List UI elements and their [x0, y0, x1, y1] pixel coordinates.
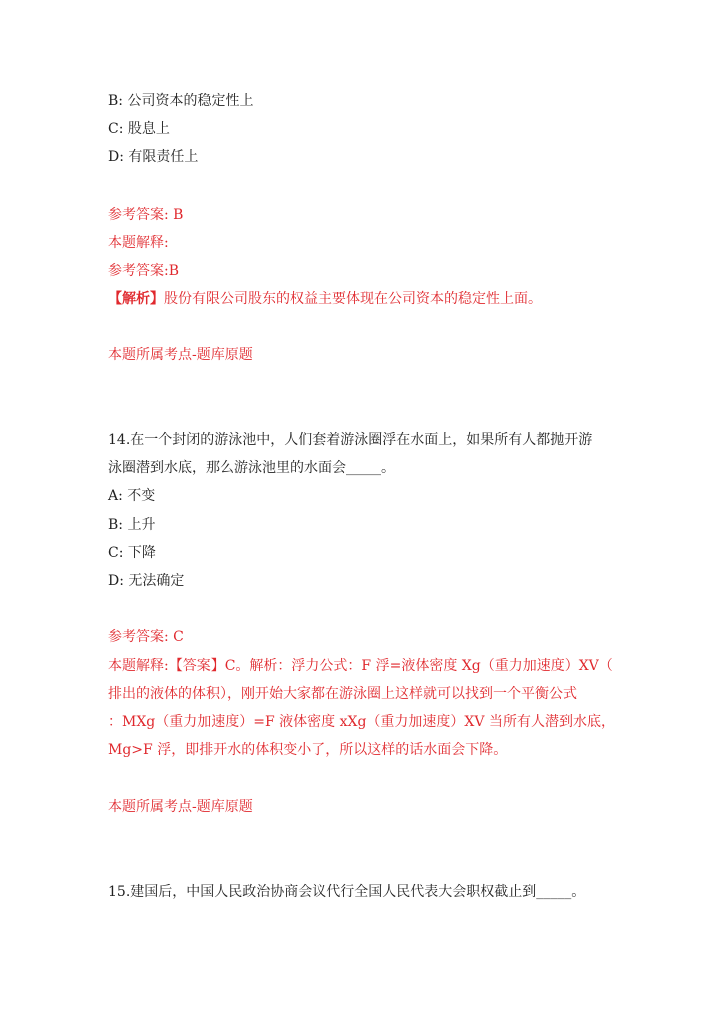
q14-option-b: B: 上升: [108, 517, 156, 533]
q14-explanation-line-1: 本题解释:【答案】C。解析：浮力公式：F 浮=液体密度 Xg（重力加速度）XV（: [108, 658, 613, 674]
q14-option-a: A: 不变: [108, 488, 156, 504]
q13-analysis-text: 股份有限公司股东的权益主要体现在公司资本的稳定性上面。: [164, 291, 542, 307]
q13-explanation-label: 本题解释:: [108, 235, 169, 251]
q15-question-line-1: 15.建国后，中国人民政治协商会议代行全国人民代表大会职权截止到_____。: [108, 884, 586, 900]
q14-option-c: C: 下降: [108, 545, 156, 561]
q13-option-c: C: 股息上: [108, 121, 170, 137]
q14-explanation-line-4: Mg>F 浮，即排开水的体积变小了，所以这样的话水面会下降。: [108, 742, 508, 758]
q14-explanation-line-3: ：MXg（重力加速度）=F 液体密度 xXg（重力加速度）XV 当所有人潜到水底，: [108, 714, 615, 730]
q14-answer: 参考答案: C: [108, 629, 184, 645]
q13-option-b: B: 公司资本的稳定性上: [108, 93, 254, 109]
q13-answer: 参考答案: B: [108, 207, 184, 223]
q14-source: 本题所属考点-题库原题: [108, 799, 253, 815]
q14-option-d: D: 无法确定: [108, 573, 185, 589]
q13-ref-answer: 参考答案:B: [108, 263, 180, 279]
q14-explanation-line-2: 排出的液体的体积），刚开始大家都在游泳圈上这样就可以找到一个平衡公式: [108, 686, 577, 702]
q13-analysis-tag: 【解析】: [108, 291, 164, 307]
q14-question-line-1: 14.在一个封闭的游泳池中，人们套着游泳圈浮在水面上，如果所有人都抛开游: [108, 432, 593, 448]
q13-option-d: D: 有限责任上: [108, 149, 199, 165]
q13-source: 本题所属考点-题库原题: [108, 347, 253, 363]
q13-analysis: [108, 289, 542, 309]
q14-question-line-2: 泳圈潜到水底，那么游泳池里的水面会_____。: [108, 460, 395, 476]
